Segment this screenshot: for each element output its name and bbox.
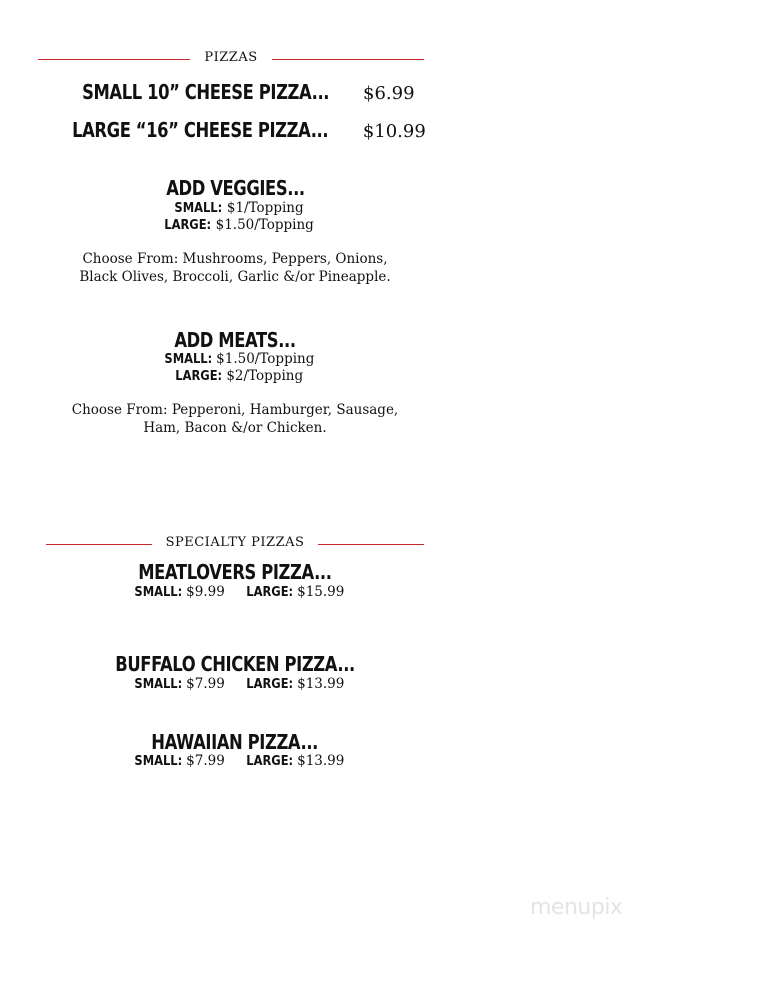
veggies-choices-line: Choose From: Mushrooms, Peppers, Onions, [82, 251, 388, 267]
veggies-choices-line: Black Olives, Broccoli, Garlic &/or Pineapple. [79, 269, 391, 285]
size-price: $7.99 [186, 753, 225, 769]
meats-choices-line: Choose From: Pepperoni, Hamburger, Sausage, [71, 402, 399, 418]
size-label: LARGE: [245, 753, 293, 769]
size-price: $2/Topping [226, 368, 304, 384]
size-label: SMALL: [174, 200, 223, 216]
size-label: LARGE: [164, 217, 212, 233]
item-name: SMALL 10” CHEESE PIZZA... [82, 80, 330, 104]
size-price: $13.99 [297, 676, 345, 692]
size-label: SMALL: [134, 584, 182, 600]
veggies-large-price [20, 217, 450, 233]
veggies-title: ADD VEGGIES... [165, 176, 305, 200]
specialty-item-name [20, 560, 450, 584]
size-label: SMALL: [164, 351, 212, 367]
meats-small-price [20, 351, 450, 367]
meats-choices-line: Ham, Bacon &/or Chicken. [143, 420, 327, 436]
meats-large-price [20, 368, 450, 384]
size-label: LARGE: [245, 676, 293, 692]
item-name: HAWAIIAN PIZZA... [151, 730, 319, 754]
size-price: $1.50/Topping [215, 217, 314, 233]
specialty-item-prices [20, 753, 450, 769]
specialty-item-name [20, 730, 450, 754]
size-price: $1/Topping [226, 200, 304, 216]
item-price: $6.99 [363, 83, 415, 104]
specialty-item-prices [20, 676, 450, 692]
size-label: SMALL: [134, 753, 182, 769]
pizzas-section-header [38, 50, 424, 78]
menupix-watermark: menupix [530, 895, 623, 920]
size-label: LARGE: [245, 584, 293, 600]
size-price: $9.99 [186, 584, 225, 600]
size-price: $1.50/Topping [216, 351, 315, 367]
item-price: $10.99 [362, 121, 426, 142]
item-name: BUFFALO CHICKEN PIZZA... [115, 652, 355, 676]
size-price: $15.99 [297, 584, 345, 600]
menu-item [20, 118, 450, 142]
size-price: $13.99 [297, 753, 345, 769]
section-title: PIZZAS [204, 50, 258, 65]
specialty-item-name [20, 652, 450, 676]
veggies-small-price [20, 200, 450, 216]
size-label: LARGE: [175, 368, 223, 384]
menu-item [20, 80, 450, 104]
meats-title: ADD MEATS... [174, 328, 296, 352]
size-price: $7.99 [186, 676, 225, 692]
section-title: SPECIALTY PIZZAS [165, 535, 305, 550]
meats-heading [20, 328, 450, 352]
veggies-heading [20, 176, 450, 200]
item-name: MEATLOVERS PIZZA... [138, 560, 332, 584]
specialty-item-prices [20, 584, 450, 600]
size-label: SMALL: [134, 676, 182, 692]
item-name: LARGE “16” CHEESE PIZZA... [72, 118, 329, 142]
